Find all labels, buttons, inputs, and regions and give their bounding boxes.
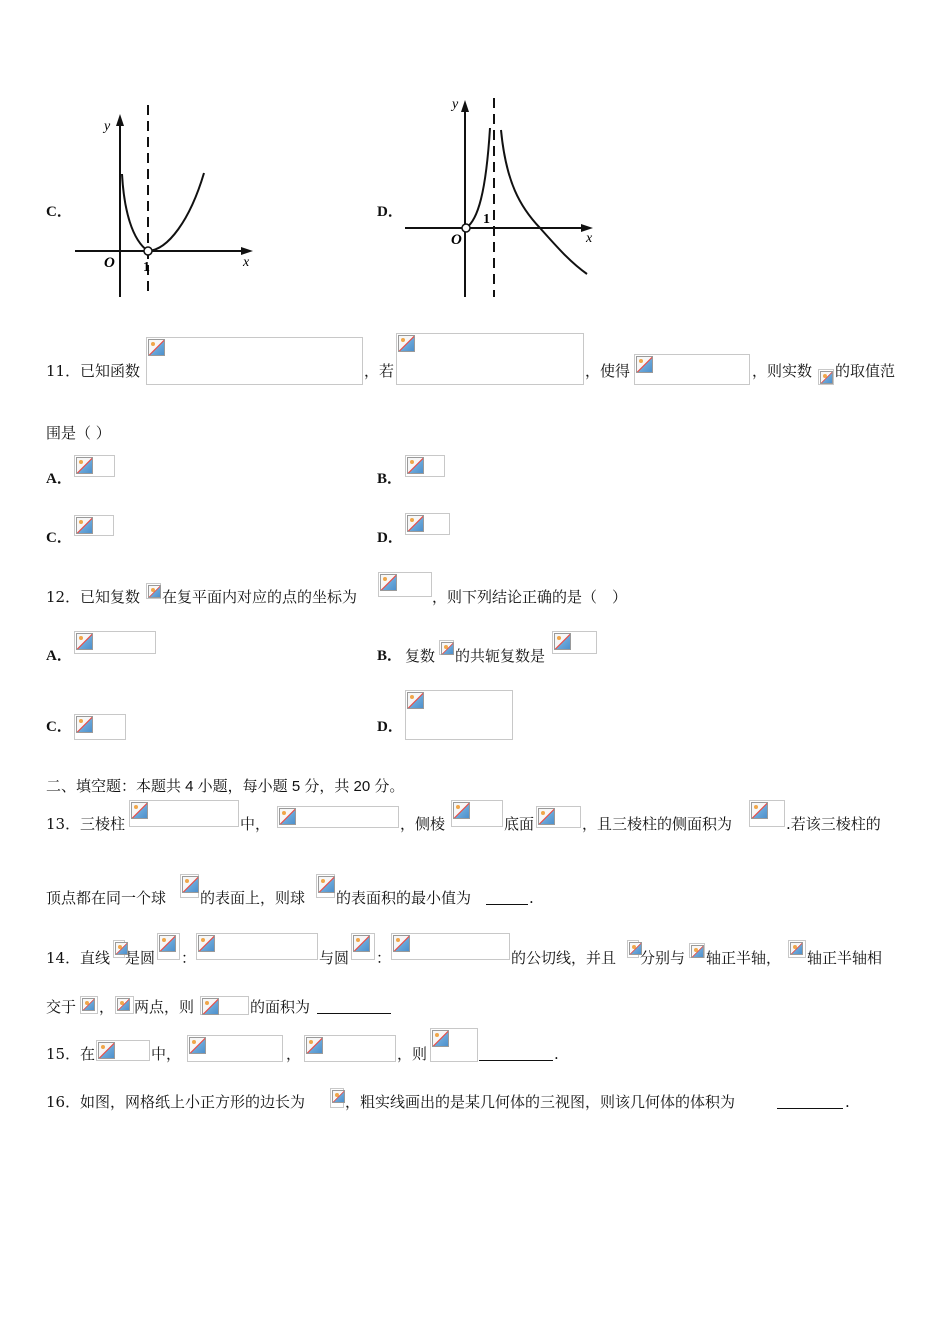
q12-text-2: 在复平面内对应的点的坐标为	[162, 588, 358, 606]
q15-formula-3	[304, 1035, 396, 1062]
q14-formula-triangle	[200, 996, 249, 1015]
q13-formula-2	[277, 806, 399, 828]
q11-option-c-formula	[74, 515, 114, 536]
graph-d-y-label: y	[452, 97, 459, 112]
q12-text-1: 已知复数	[80, 588, 141, 606]
broken-image-icon	[380, 574, 397, 591]
q13-answer-blank[interactable]	[486, 890, 528, 905]
q14-var-l-2	[627, 940, 639, 958]
q14-number: 14．	[46, 949, 81, 967]
q16-var-side	[330, 1088, 344, 1108]
q12-option-d-formula	[405, 690, 513, 740]
q12-number: 12．	[46, 588, 81, 606]
q15-text-3: ，	[286, 1045, 302, 1063]
broken-image-icon	[318, 876, 335, 893]
graph-c	[70, 100, 260, 300]
q12-option-c-formula	[74, 714, 126, 740]
q13-formula-edge	[451, 800, 503, 827]
q14-text-7: 分别与	[640, 949, 686, 967]
broken-image-icon	[820, 371, 833, 384]
broken-image-icon	[751, 802, 768, 819]
q14-formula-circle-2	[391, 933, 510, 960]
graph-d-origin: O	[451, 232, 462, 248]
q13-var-o-1	[180, 874, 199, 898]
q12-formula-coord	[378, 572, 432, 597]
q11-text-6: 围是（ ）	[46, 424, 111, 442]
q11-formula-1	[146, 337, 363, 385]
broken-image-icon	[398, 335, 415, 352]
broken-image-icon	[538, 808, 555, 825]
q14-var-a	[80, 996, 98, 1014]
graph-c-curve	[122, 173, 204, 251]
q15-text-1: 在	[80, 1045, 96, 1063]
broken-image-icon	[189, 1037, 206, 1054]
q13-formula-base	[536, 806, 581, 828]
q13-text-10: .	[529, 889, 534, 907]
broken-image-icon	[790, 942, 803, 955]
graph-c-x-arrow	[241, 247, 253, 255]
q14-text-13: 的面积为	[250, 998, 311, 1016]
q14-var-l	[113, 940, 125, 958]
graph-c-y-arrow	[116, 114, 124, 126]
q11-text-2: ，若	[364, 362, 395, 380]
q13-text-6: .若该三棱柱的	[786, 815, 881, 833]
broken-image-icon	[198, 935, 215, 952]
q14-var-c2	[351, 933, 375, 960]
q13-text-5: ，且三棱柱的侧面积为	[582, 815, 733, 833]
broken-image-icon	[407, 457, 424, 474]
q13-text-4: 底面	[504, 815, 535, 833]
broken-image-icon	[279, 808, 296, 825]
graph-d-x-label: x	[586, 231, 593, 246]
q12-option-b: B．	[377, 648, 403, 664]
q15-formula-2	[187, 1035, 283, 1062]
q13-formula-area	[749, 800, 785, 827]
q14-text-4: 与圆	[319, 949, 350, 967]
q11-text-4: ，则实数	[752, 362, 813, 380]
q13-text-2: 中，	[240, 815, 271, 833]
graph-d-tick-1: 1	[483, 212, 490, 227]
option-c-label: C．	[46, 204, 72, 220]
broken-image-icon	[453, 802, 470, 819]
q15-text-2: 中，	[151, 1045, 182, 1063]
broken-image-icon	[353, 935, 370, 952]
q11-option-d-formula	[405, 513, 450, 535]
q13-text-7: 顶点都在同一个球	[46, 889, 167, 907]
q11-option-b-formula	[405, 455, 445, 477]
broken-image-icon	[407, 515, 424, 532]
graph-d	[400, 92, 605, 302]
q12-option-b-var	[439, 640, 454, 655]
broken-image-icon	[82, 998, 95, 1011]
broken-image-icon	[407, 692, 424, 709]
q11-number: 11．	[46, 362, 81, 380]
q14-var-b	[115, 996, 134, 1014]
q12-var-z	[146, 583, 161, 599]
graph-c-origin: O	[104, 255, 115, 271]
broken-image-icon	[76, 517, 93, 534]
q14-text-11: ，	[99, 998, 115, 1016]
q13-formula-prism	[129, 800, 239, 827]
broken-image-icon	[131, 802, 148, 819]
q16-text-2: ，粗实线画出的是某几何体的三视图，则该几何体的体积为	[345, 1093, 736, 1111]
broken-image-icon	[148, 339, 165, 356]
broken-image-icon	[98, 1042, 115, 1059]
broken-image-icon	[117, 998, 130, 1011]
q16-text-3: .	[845, 1093, 850, 1111]
q12-option-a: A．	[46, 648, 72, 664]
broken-image-icon	[76, 633, 93, 650]
q14-text-2: 是圆	[125, 949, 156, 967]
q14-text-9: 轴正半轴相	[807, 949, 883, 967]
broken-image-icon	[76, 716, 93, 733]
section-2-heading: 二、填空题：本题共 4 小题，每小题 5 分，共 20 分。	[46, 778, 405, 795]
broken-image-icon	[159, 935, 176, 952]
option-d-label: D．	[377, 204, 403, 220]
q13-var-o-2	[316, 874, 335, 898]
q15-number: 15．	[46, 1045, 81, 1063]
q16-text-1: 如图，网格纸上小正方形的边长为	[80, 1093, 306, 1111]
q14-var-x	[689, 943, 705, 958]
q14-text-12: 两点，则	[134, 998, 195, 1016]
broken-image-icon	[554, 633, 571, 650]
q12-option-b-text-2: 的共轭复数是	[455, 647, 546, 665]
q12-option-c: C．	[46, 719, 72, 735]
q14-text-3: ：	[181, 949, 197, 967]
q13-text-3: ，侧棱	[400, 815, 446, 833]
q11-option-a: A．	[46, 471, 72, 487]
broken-image-icon	[202, 998, 219, 1015]
q13-text-1: 三棱柱	[80, 815, 126, 833]
graph-c-x-label: x	[243, 255, 250, 270]
q12-option-b-text-1: 复数	[405, 647, 436, 665]
broken-image-icon	[393, 935, 410, 952]
q13-text-8: 的表面上，则球	[200, 889, 306, 907]
q11-formula-2	[396, 333, 584, 385]
q15-text-4: ，则	[397, 1045, 428, 1063]
broken-image-icon	[691, 945, 704, 958]
q11-text-5: 的取值范	[835, 362, 896, 380]
broken-image-icon	[182, 876, 199, 893]
q15-formula-4	[430, 1028, 478, 1062]
q16-answer-blank[interactable]	[777, 1094, 843, 1109]
q13-number: 13．	[46, 815, 81, 833]
q13-text-9: 的表面积的最小值为	[336, 889, 472, 907]
q14-text-6: 的公切线，并且	[511, 949, 617, 967]
q15-text-5: .	[554, 1045, 559, 1063]
q14-var-y	[788, 940, 806, 958]
graph-d-y-arrow	[461, 100, 469, 112]
q12-option-b-formula	[552, 631, 597, 654]
broken-image-icon	[332, 1090, 345, 1103]
q14-formula-circle-1	[196, 933, 318, 960]
broken-image-icon	[76, 457, 93, 474]
graph-c-tick-1: 1	[143, 260, 150, 275]
graph-c-open-point	[144, 247, 152, 255]
q11-option-b: B．	[377, 471, 403, 487]
q15-answer-blank[interactable]	[479, 1046, 553, 1061]
q12-option-d: D．	[377, 719, 403, 735]
q14-answer-blank[interactable]	[317, 999, 391, 1014]
q11-option-a-formula	[74, 455, 115, 477]
q11-text-3: ，使得	[585, 362, 631, 380]
q14-text-1: 直线	[80, 949, 111, 967]
q14-var-c1	[157, 933, 180, 960]
broken-image-icon	[441, 642, 454, 655]
q14-text-8: 轴正半轴，	[706, 949, 782, 967]
broken-image-icon	[636, 356, 653, 373]
q11-option-d: D．	[377, 530, 403, 546]
broken-image-icon	[148, 585, 161, 598]
broken-image-icon	[306, 1037, 323, 1054]
broken-image-icon	[432, 1030, 449, 1047]
q12-text-3: ，则下列结论正确的是（ ）	[432, 588, 628, 606]
q11-option-c: C．	[46, 530, 72, 546]
q11-formula-3	[634, 354, 750, 385]
graph-d-curve-right	[501, 130, 587, 274]
q11-var-a	[818, 369, 834, 385]
q11-text-1: 已知函数	[80, 362, 141, 380]
q16-number: 16．	[46, 1093, 81, 1111]
q14-text-5: ：	[376, 949, 392, 967]
graph-d-open-point	[462, 224, 470, 232]
q15-formula-triangle	[96, 1040, 150, 1061]
q14-text-10: 交于	[46, 998, 77, 1016]
q12-option-a-formula	[74, 631, 156, 654]
graph-c-y-label: y	[104, 119, 111, 134]
